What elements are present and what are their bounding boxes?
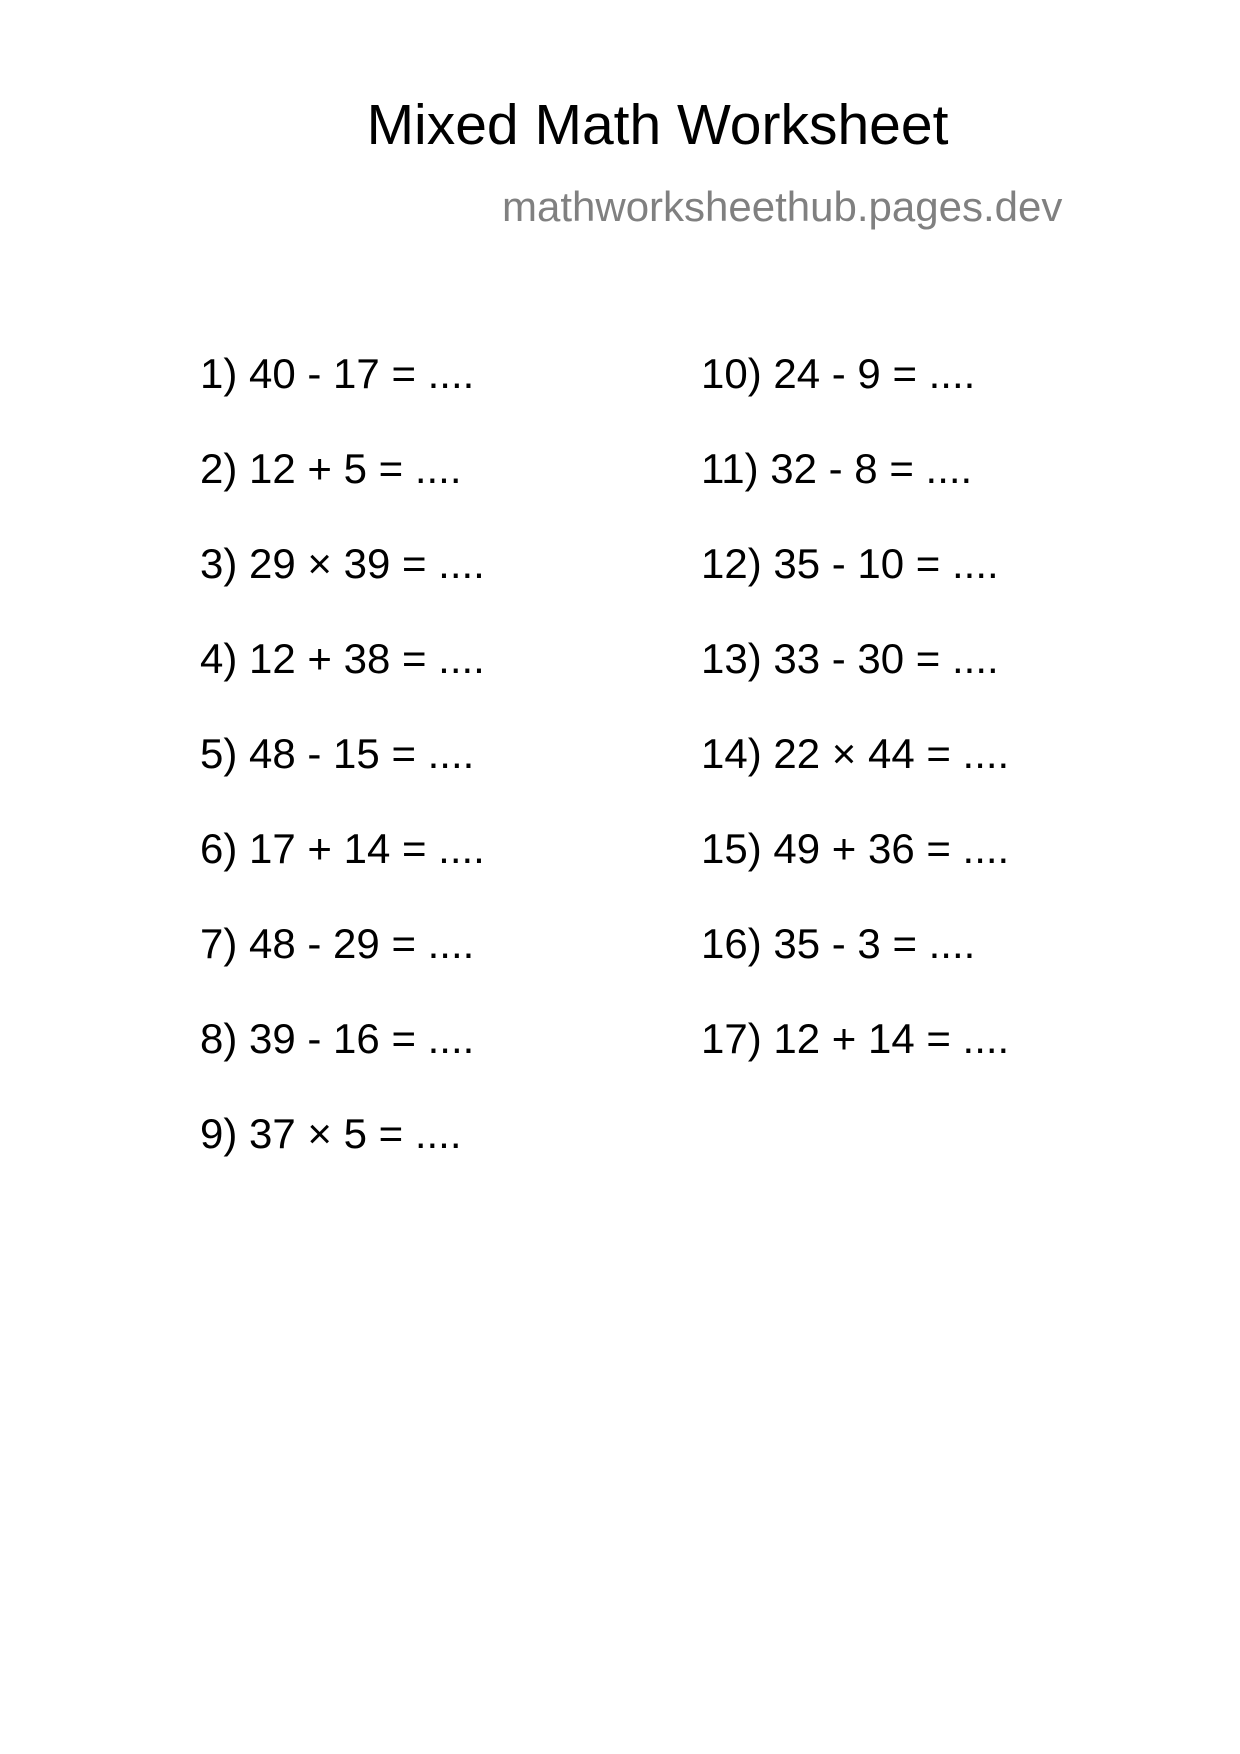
math-problem: 15) 49 + 36 = ....: [701, 825, 1010, 872]
math-problem: 3) 29 × 39 = ....: [200, 540, 485, 587]
math-problem: 8) 39 - 16 = ....: [200, 1015, 475, 1062]
math-problem: 12) 35 - 10 = ....: [701, 540, 999, 587]
math-problem: 6) 17 + 14 = ....: [200, 825, 485, 872]
math-problem: 13) 33 - 30 = ....: [701, 635, 999, 682]
math-problem: 10) 24 - 9 = ....: [701, 350, 976, 397]
math-problem: 1) 40 - 17 = ....: [200, 350, 475, 397]
worksheet-source: mathworksheethub.pages.dev: [502, 183, 1063, 230]
math-problem: 11) 32 - 8 = ....: [701, 445, 973, 492]
math-problem: 2) 12 + 5 = ....: [200, 445, 462, 492]
math-problem: 16) 35 - 3 = ....: [701, 920, 976, 967]
math-problem: 9) 37 × 5 = ....: [200, 1110, 462, 1157]
problem-column-left: [200, 350, 485, 1205]
problem-column-right: [701, 350, 1009, 1110]
math-problem: 4) 12 + 38 = ....: [200, 635, 485, 682]
math-problem: 7) 48 - 29 = ....: [200, 920, 475, 967]
math-problem: 5) 48 - 15 = ....: [200, 730, 475, 777]
worksheet-title: Mixed Math Worksheet: [366, 93, 949, 157]
math-problem: 14) 22 × 44 = ....: [701, 730, 1010, 777]
math-problem: 17) 12 + 14 = ....: [701, 1015, 1010, 1062]
